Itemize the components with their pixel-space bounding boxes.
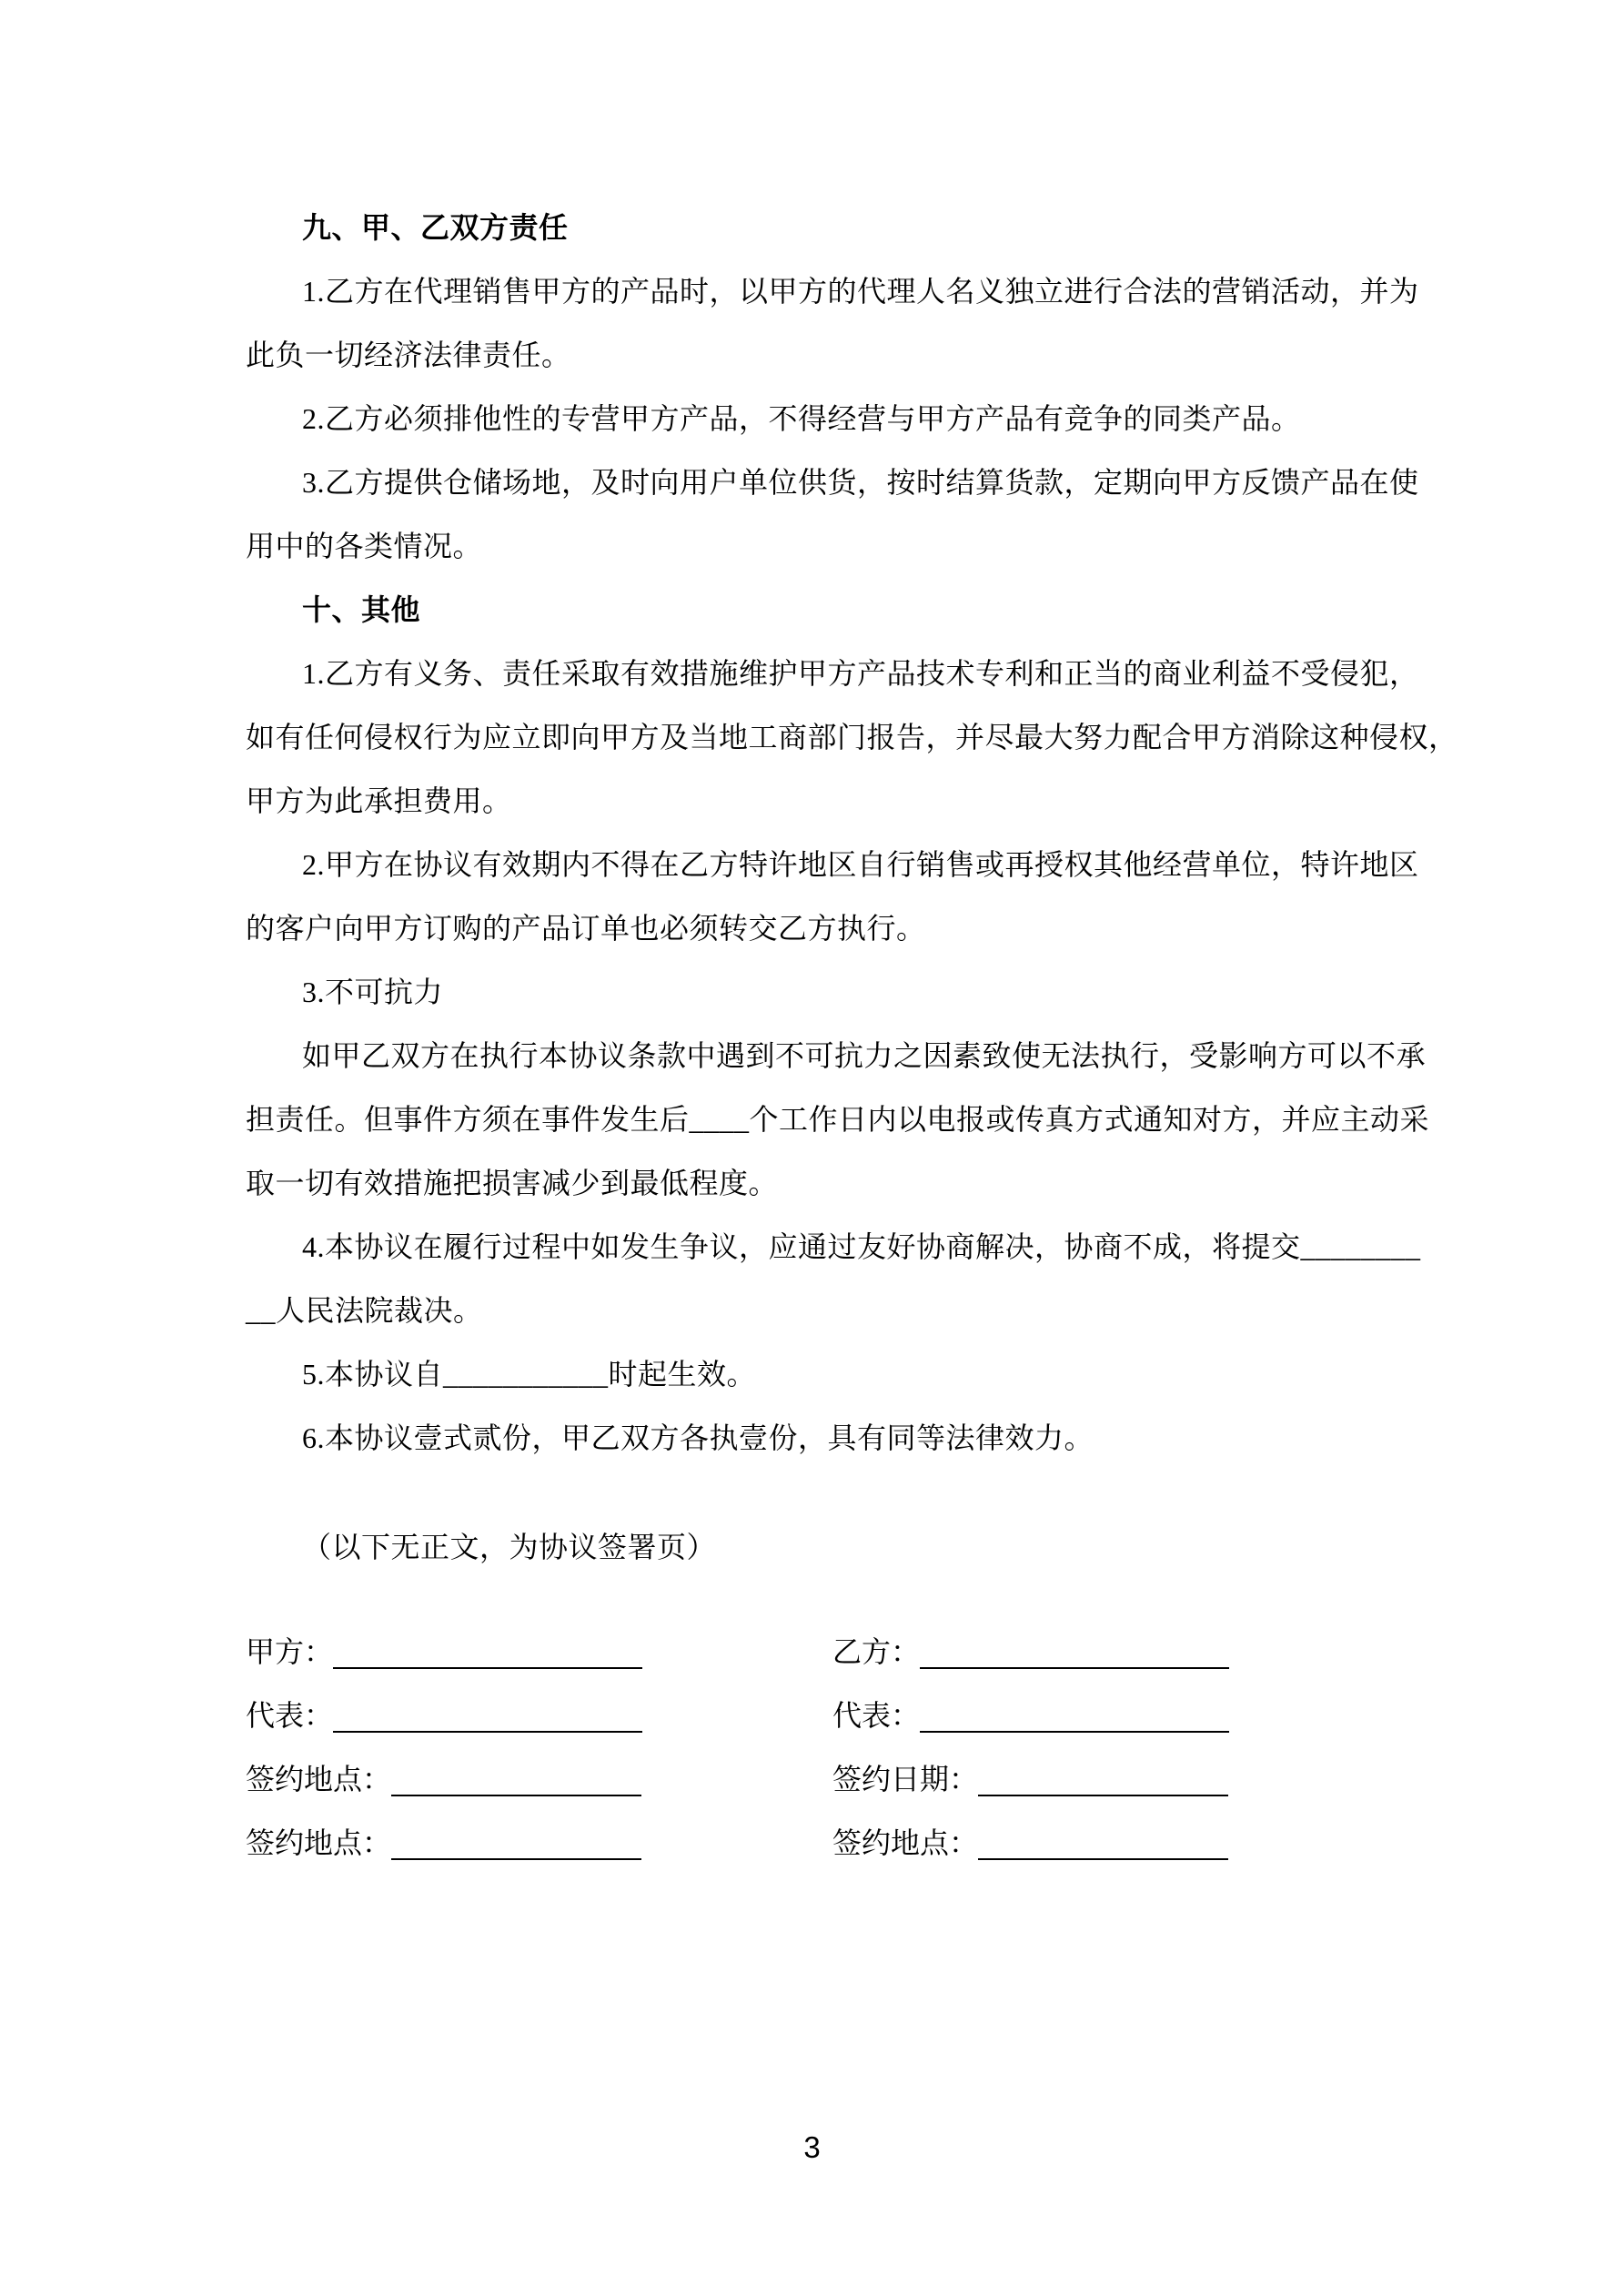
signature-cell [246, 1747, 832, 1811]
contract-line: 3.不可抗力 [302, 976, 444, 1008]
contract-line: 1.乙方在代理销售甲方的产品时，以甲方的代理人名义独立进行合法的营销活动，并为 [302, 275, 1419, 308]
contract-line: 担责任。但事件方须在事件发生后____个工作日内以电报或传真方式通知对方，并应主动采 [246, 1103, 1430, 1136]
representative-b-label: 代表： [832, 1699, 921, 1732]
contract-line: 4.本协议在履行过程中如发生争议，应通过友好协商解决，协商不成，将提交________ [302, 1230, 1421, 1263]
contract-line: 的客户向甲方订购的产品订单也必须转交乙方执行。 [246, 912, 926, 945]
signature-row [246, 1811, 1424, 1875]
contract-line: 如甲乙双方在执行本协议条款中遇到不可抗力之因素致使无法执行，受影响方可以不承 [302, 1039, 1427, 1072]
contract-line: __人民法院裁决。 [246, 1294, 483, 1327]
signature-row [246, 1620, 1424, 1684]
signature-cell [832, 1747, 1424, 1811]
contract-line: 2.甲方在协议有效期内不得在乙方特许地区自行销售或再授权其他经营单位，特许地区 [302, 848, 1419, 881]
section-heading-nine: 九、甲、乙双方责任 [302, 211, 569, 244]
signature-row [246, 1747, 1424, 1811]
section-heading-ten: 十、其他 [302, 593, 421, 626]
representative-a-label: 代表： [246, 1699, 334, 1732]
contract-line: 取一切有效措施把损害减少到最低程度。 [246, 1167, 779, 1199]
contract-line: 6.本协议壹式贰份，甲乙双方各执壹份，具有同等法律效力。 [302, 1421, 1094, 1454]
signature-line [333, 1631, 642, 1669]
contract-line: 甲方为此承担费用。 [246, 784, 512, 817]
contract-body [246, 196, 1458, 1875]
signature-cell [246, 1620, 832, 1684]
contract-line: 如有任何侵权行为应立即向甲方及当地工商部门报告，并尽最大努力配合甲方消除这种侵权， [246, 721, 1458, 754]
party-a-label: 甲方： [246, 1635, 334, 1668]
signature-line [333, 1694, 642, 1733]
closing-note: （以下无正文，为协议签署页） [302, 1531, 717, 1563]
signature-line [978, 1758, 1228, 1796]
signature-line [920, 1631, 1229, 1669]
contract-line: 3.乙方提供仓储场地，及时向用户单位供货，按时结算货款，定期向甲方反馈产品在使 [302, 466, 1419, 499]
signing-date-label: 签约日期： [832, 1763, 979, 1795]
signature-line [391, 1758, 641, 1796]
contract-line: 2.乙方必须排他性的专营甲方产品，不得经营与甲方产品有竞争的同类产品。 [302, 402, 1301, 435]
signature-line [391, 1822, 641, 1860]
signature-block [246, 1620, 1424, 1875]
signature-cell [246, 1811, 832, 1875]
signature-row [246, 1684, 1424, 1747]
signature-cell [832, 1620, 1424, 1684]
signature-line [920, 1694, 1229, 1733]
contract-line: 1.乙方有义务、责任采取有效措施维护甲方产品技术专利和正当的商业利益不受侵犯， [302, 657, 1419, 690]
signature-cell [246, 1684, 832, 1747]
contract-line: 此负一切经济法律责任。 [246, 339, 571, 371]
party-b-label: 乙方： [832, 1635, 921, 1668]
signature-cell [832, 1811, 1424, 1875]
signing-place-label: 签约地点： [246, 1826, 392, 1859]
contract-line: 5.本协议自___________时起生效。 [302, 1358, 757, 1391]
signature-cell [832, 1684, 1424, 1747]
contract-line: 用中的各类情况。 [246, 530, 483, 562]
signing-place-label: 签约地点： [246, 1763, 392, 1795]
signature-line [978, 1822, 1228, 1860]
signing-place-label: 签约地点： [832, 1826, 979, 1859]
page-number: 3 [803, 2130, 821, 2164]
